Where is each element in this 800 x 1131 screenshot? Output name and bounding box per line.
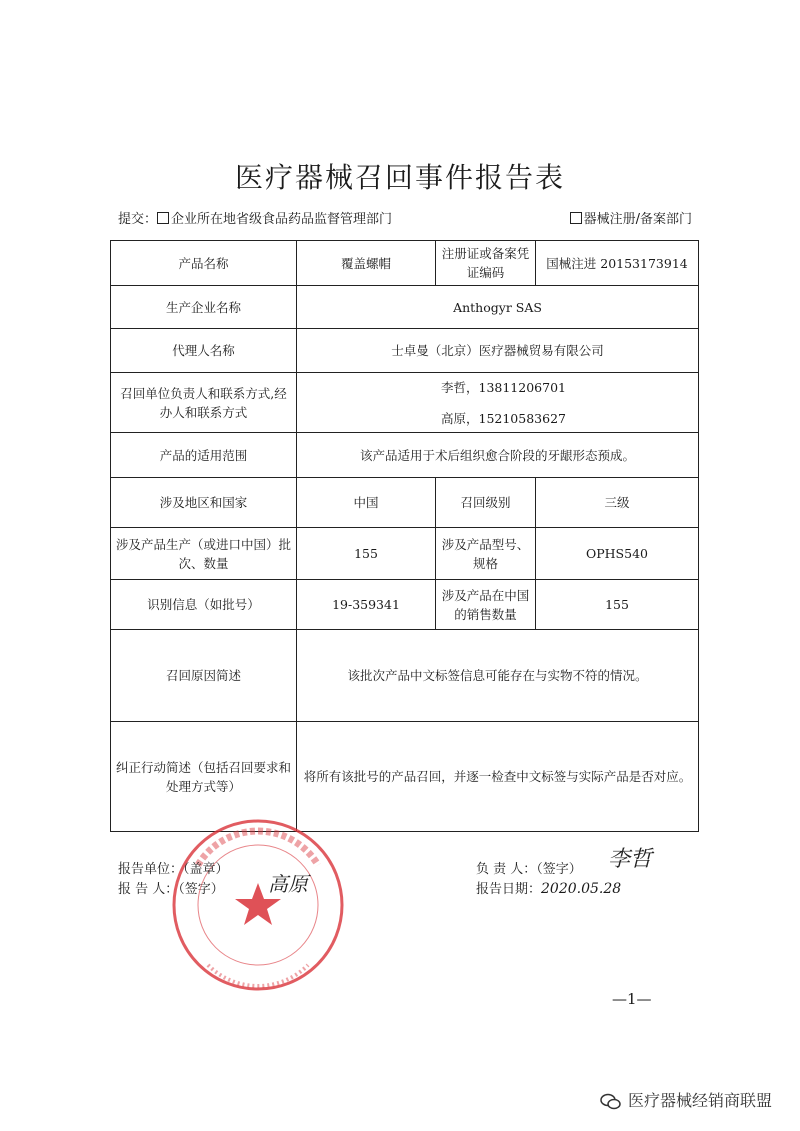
- report-date-prefix: 报告日期：: [476, 882, 542, 897]
- reason-value: 该批次产品中文标签信息可能存在与实物不符的情况。: [297, 630, 699, 722]
- option-registration: 器械注册/备案部门: [583, 212, 692, 227]
- product-name-label: 产品名称: [111, 241, 297, 286]
- option-provincial: 企业所在地省级食品药品监督管理部门: [171, 212, 393, 227]
- watermark: [600, 1088, 772, 1111]
- batch-value: 155: [297, 528, 436, 580]
- page-title: 医疗器械召回事件报告表: [234, 161, 565, 194]
- reporter-signature: 高原: [268, 872, 308, 896]
- checkbox-registration[interactable]: [570, 212, 582, 224]
- model-value: OPHS540: [536, 528, 699, 580]
- reg-cert-value: 国械注进 20153173914: [536, 241, 699, 286]
- page-number: —1—: [612, 990, 652, 1008]
- sales-value: 155: [536, 580, 699, 630]
- table-row: [111, 630, 699, 722]
- report-unit-label: 报告单位：（盖章）: [118, 862, 229, 877]
- contact-line-1: 李哲，13811206701: [441, 379, 566, 395]
- sales-label: 涉及产品在中国的销售数量: [436, 580, 536, 630]
- contact-value: [297, 373, 699, 433]
- checkbox-provincial[interactable]: [157, 212, 169, 224]
- submit-prefix: 提交：: [118, 212, 158, 227]
- submit-right: [570, 208, 692, 227]
- region-value: 中国: [297, 478, 436, 528]
- responsible-label: 负 责 人：（签字）: [476, 862, 582, 877]
- action-value: 将所有该批号的产品召回，并逐一检查中文标签与实际产品是否对应。: [297, 722, 699, 832]
- agent-value: 士卓曼（北京）医疗器械贸易有限公司: [297, 329, 699, 373]
- recall-level-label: 召回级别: [436, 478, 536, 528]
- watermark-text: 医疗器械经销商联盟: [627, 1091, 772, 1110]
- contact-line-2: 高原，15210583627: [441, 410, 566, 426]
- table-row: [111, 528, 699, 580]
- table-row: [111, 241, 699, 286]
- table-row: [111, 433, 699, 478]
- report-date-label: [476, 878, 621, 897]
- action-label: 纠正行动简述（包括召回要求和处理方式等）: [111, 722, 297, 832]
- reason-label: 召回原因简述: [111, 630, 297, 722]
- report-date-value: 2020.05.28: [541, 881, 622, 897]
- table-row: [111, 373, 699, 433]
- submit-line: [118, 208, 692, 228]
- recall-level-value: 三级: [536, 478, 699, 528]
- scope-value: 该产品适用于术后组织愈合阶段的牙龈形态预成。: [297, 433, 699, 478]
- responsible-signature: 李哲: [608, 847, 653, 872]
- id-value: 19-359341: [297, 580, 436, 630]
- model-label: 涉及产品型号、规格: [436, 528, 536, 580]
- reg-cert-label: 注册证或备案凭证编码: [436, 241, 536, 286]
- manufacturer-label: 生产企业名称: [111, 286, 297, 329]
- reporter-label: 报 告 人：（签字）: [118, 882, 224, 897]
- table-row: [111, 329, 699, 373]
- table-row: [111, 286, 699, 329]
- manufacturer-value: Anthogyr SAS: [297, 286, 699, 329]
- wechat-icon: [600, 1093, 622, 1111]
- region-label: 涉及地区和国家: [111, 478, 297, 528]
- scope-label: 产品的适用范围: [111, 433, 297, 478]
- company-seal-stamp: [168, 815, 348, 995]
- product-name-value: 覆盖螺帽: [297, 241, 436, 286]
- submit-left: [118, 208, 392, 227]
- agent-label: 代理人名称: [111, 329, 297, 373]
- batch-label: 涉及产品生产（或进口中国）批次、数量: [111, 528, 297, 580]
- id-label: 识别信息（如批号）: [111, 580, 297, 630]
- table-row: [111, 478, 699, 528]
- contact-label: 召回单位负责人和联系方式,经办人和联系方式: [111, 373, 297, 433]
- recall-report-table: [110, 240, 699, 832]
- table-row: [111, 580, 699, 630]
